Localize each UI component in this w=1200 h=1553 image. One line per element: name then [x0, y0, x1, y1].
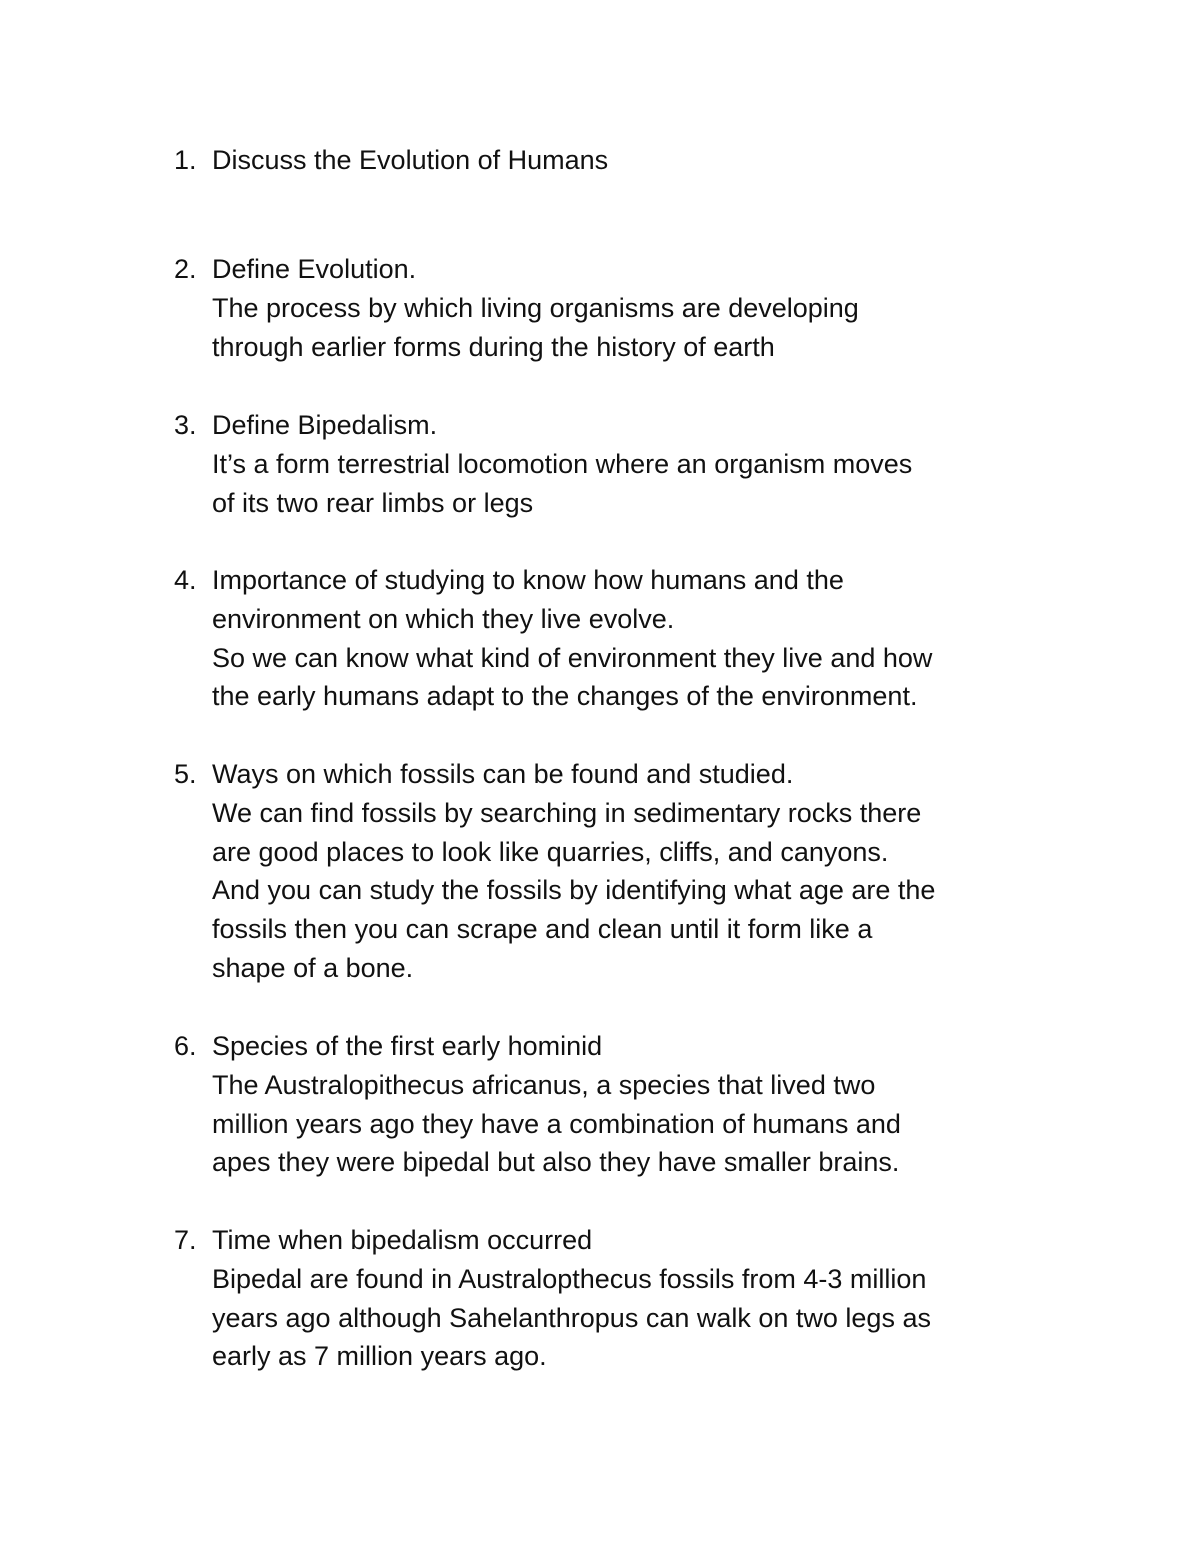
- item-answer-line: Bipedal are found in Australopthecus fossils from 4-3 million: [212, 1263, 927, 1294]
- item-answer-line: of its two rear limbs or legs: [212, 487, 534, 518]
- item-question: Define Evolution.: [212, 254, 417, 284]
- item-answer-line: So we can know what kind of environment they live and how: [212, 642, 933, 673]
- item-question: Define Bipedalism.: [212, 410, 438, 440]
- list-item-6: [174, 1027, 1074, 1182]
- item-answer-line: The process by which living organisms are developing: [212, 292, 859, 323]
- item-question: Ways on which fossils can be found and studied.: [212, 759, 794, 789]
- list-item-1: [174, 141, 1074, 180]
- item-number: 4.: [174, 565, 197, 595]
- list-item-2: [174, 250, 1074, 366]
- item-question: Importance of studying to know how humans and the: [212, 565, 844, 595]
- item-answer-line: early as 7 million years ago.: [212, 1341, 547, 1372]
- item-answer-line: It’s a form terrestrial locomotion where an organism moves: [212, 448, 913, 479]
- item-answer-line: We can find fossils by searching in sedimentary rocks there: [212, 797, 922, 828]
- item-answer-line: the early humans adapt to the changes of the environment.: [212, 681, 918, 712]
- item-number: 6.: [174, 1031, 197, 1061]
- item-answer-line: years ago although Sahelanthropus can walk on two legs as: [212, 1302, 931, 1333]
- item-number: 5.: [174, 759, 197, 789]
- item-answer-line: fossils then you can scrape and clean until it form like a: [212, 914, 873, 945]
- list-item-5: [174, 755, 1074, 988]
- item-answer-line: apes they were bipedal but also they have smaller brains.: [212, 1147, 900, 1178]
- item-answer-line: The Australopithecus africanus, a species that lived two: [212, 1069, 876, 1100]
- list-item-4: [174, 561, 1074, 716]
- item-question: Discuss the Evolution of Humans: [212, 145, 609, 175]
- item-answer-line: through earlier forms during the history of earth: [212, 331, 775, 362]
- item-question: Species of the first early hominid: [212, 1031, 603, 1061]
- item-number: 1.: [174, 145, 197, 175]
- item-answer-line: And you can study the fossils by identifying what age are the: [212, 875, 936, 906]
- item-question-continued: environment on which they live evolve.: [212, 603, 675, 634]
- item-number: 7.: [174, 1225, 197, 1255]
- list-item-7: [174, 1221, 1074, 1376]
- item-answer-line: are good places to look like quarries, cliffs, and canyons.: [212, 836, 889, 867]
- item-answer-line: million years ago they have a combination of humans and: [212, 1108, 901, 1139]
- item-question: Time when bipedalism occurred: [212, 1225, 593, 1255]
- item-number: 2.: [174, 254, 197, 284]
- item-number: 3.: [174, 410, 197, 440]
- list-item-3: [174, 406, 1074, 522]
- item-answer-line: shape of a bone.: [212, 952, 414, 983]
